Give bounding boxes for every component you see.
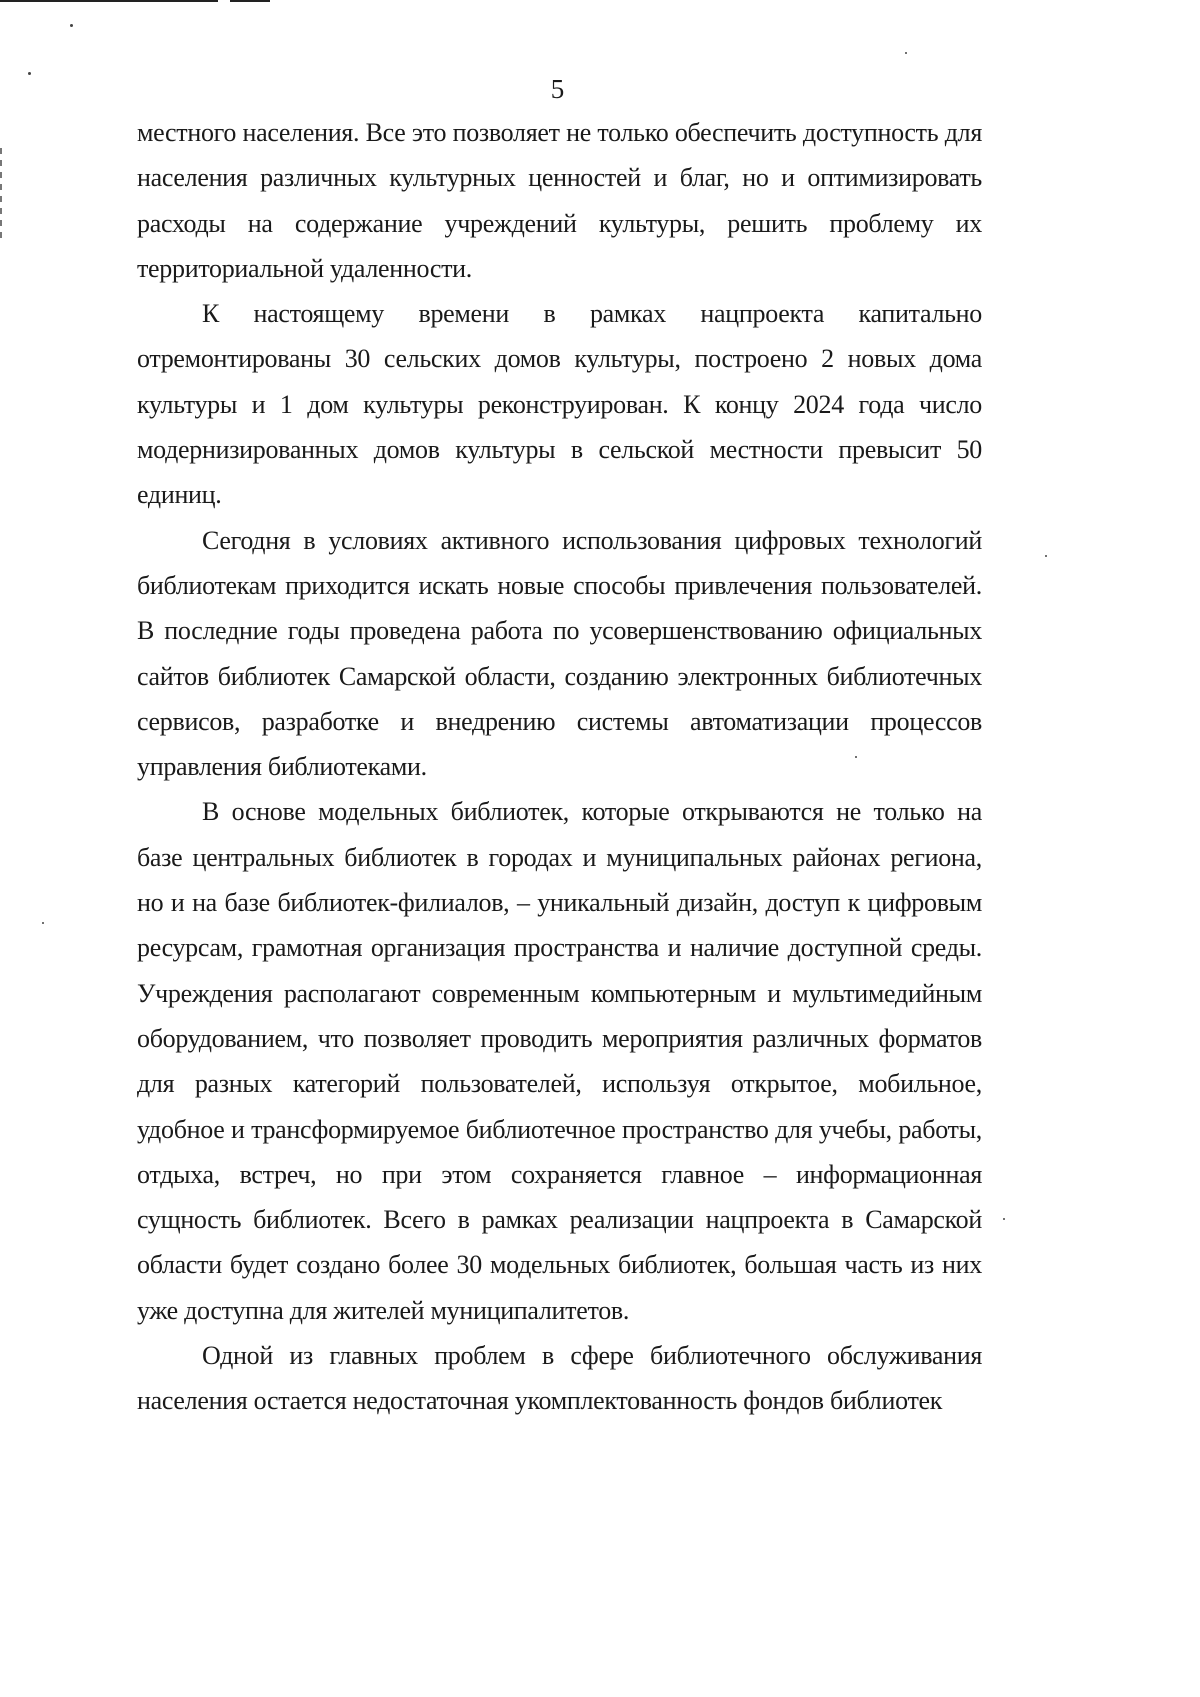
- paragraph: В основе модельных библиотек, которые открываются не только на базе центральных библиотек в городах и муниципальных районах региона, но и на базе библиотек-филиалов, – уникальный дизайн, доступ к цифровым ресурсам, грамотная организация пространства и наличие доступной среды. Учреждения располагают современным компьютерным и мультимедийным оборудованием, что позволяет проводить мероприятия различных форматов для разных категорий пользователей, используя открытое, мобильное, удобное и трансформируемое библиотечное пространство для учебы, работы, отдыха, встреч, но при этом сохраняется главное – информационная сущность библиотек. Всего в рамках реализации нацпроекта в Самарской области будет создано более 30 модельных библиотек, большая часть из них уже доступна для жителей муниципалитетов.: [137, 797, 982, 1325]
- paragraph: К настоящему времени в рамках нацпроекта капитально отремонтированы 30 сельских домов культуры, построено 2 новых дома культуры и 1 дом культуры реконструирован. К концу 2024 года число модернизированных домов культуры в сельской местности превысит 50 единиц.: [137, 299, 982, 510]
- paragraph: местного населения. Все это позволяет не только обеспечить доступность для населения различных культурных ценностей и благ, но и оптимизировать расходы на содержание учреждений культуры, решить проблему их территориальной удаленности.: [137, 118, 982, 283]
- scan-speck: [905, 52, 907, 54]
- scan-speck: [1045, 555, 1047, 557]
- paragraph: Сегодня в условиях активного использования цифровых технологий библиотекам приходится искать новые способы привлечения пользователей. В последние годы проведена работа по усовершенствованию официальных сайтов библиотек Самарской области, созданию электронных библиотечных сервисов, разработке и внедрению системы автоматизации процессов управления библиотеками.: [137, 525, 982, 782]
- scan-speck: [1003, 1218, 1005, 1220]
- document-body: [137, 110, 982, 1424]
- scan-binding-mark: [0, 148, 2, 238]
- scan-edge-line: [0, 0, 218, 2]
- scan-speck: [42, 922, 44, 924]
- page-number: 5: [550, 74, 565, 104]
- scan-edge-line: [230, 0, 270, 2]
- paragraph: Одной из главных проблем в сфере библиотечного обслуживания населения остается недостаточная укомплектованность фондов библиотек: [137, 1341, 982, 1416]
- scan-speck: [70, 24, 73, 27]
